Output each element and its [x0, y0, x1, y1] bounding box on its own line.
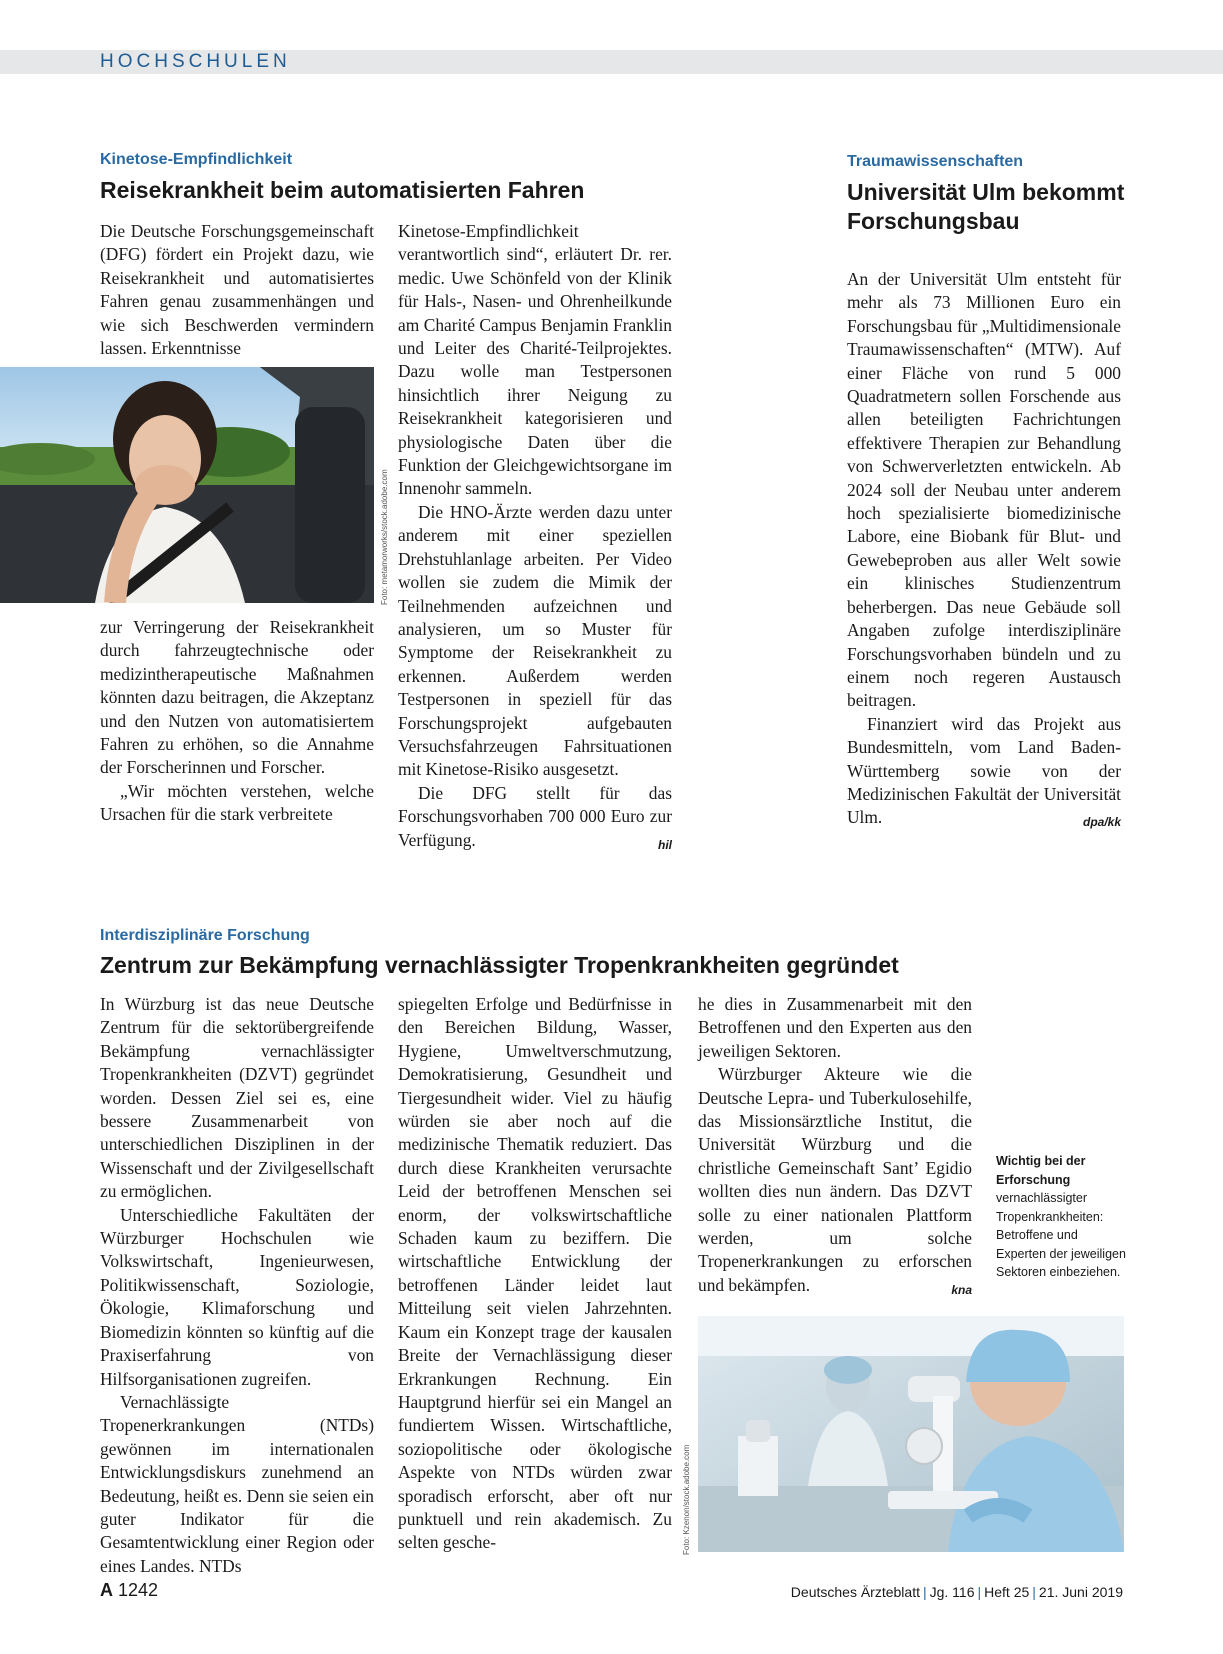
article3-signature: kna [951, 1282, 972, 1297]
lab-microscope-illustration [698, 1316, 1124, 1552]
article1-col2-paragraph: Die HNO-Ärzte werden dazu unter anderem mit einer speziellen Drehstuhlanlage arbeiten. Per Video wollen sie zudem die Mimik der Teilnehmenden aufzeichnen und analysieren, um so Muster für Symptome der Reisekrankheit zu erkennen. Außerdem werden Testpersonen in speziell für das Forschungsprojekt aufgebauten Versuchsfahrzeugen Fahrsituationen mit Kinetose-Risiko ausgesetzt. [398, 501, 672, 780]
journal-info [791, 1584, 1123, 1600]
article2-signature: dpa/kk [1082, 815, 1121, 830]
journal-name: Deutsches Ärzteblatt [790, 1584, 920, 1600]
article2-paragraph [847, 713, 1121, 830]
article2-last-text: Finanziert wird das Projekt aus Bundesmitteln, vom Land Baden-Württemberg sowie von der Medizinischen Fakultät der Universität Ulm. [847, 713, 1121, 828]
article1-col1-top-text: Die Deutsche Forschungsgemeinschaft (DFG) fördert ein Projekt dazu, wie Reisekrankheit und automatisiertes Fahren genau zusammenhängen und wie sich Beschwerden vermindern lassen. Erkenntnisse [100, 221, 374, 359]
car-passenger-illustration [0, 367, 374, 603]
article3-col2-paragraph: spiegelten Erfolge und Bedürfnisse in den Bereichen Bildung, Wasser, Hygiene, Umweltverschmutzung, Demokratisierung, Gesundheit und Tiergesundheit wider. Viel zu häufig würden sie aber noch auf die medizinische Thematik reduziert. Das durch diese Krankheiten verursachte Leid der betroffenen Menschen sei enorm, der volkswirtschaftliche Schaden kaum zu beziffern. Die wirtschaftliche Entwicklung der betroffenen Länder leidet laut Mitteilung seit vielen Jahrzehnten. Kaum ein Konzept trage der kausalen Breite der Vernachlässigung dieser Erkrankungen Rechnung. Ein Hauptgrund hierfür sei ein Mangel an fundiertem Wissen. Wirtschaftliche, soziopolitische oder ökologische Aspekte von NTDs würden zwar sporadisch erforscht, aber oft nur punktuell und rein akademisch. Zu selten gesche- [398, 994, 672, 1553]
section-title: HOCHSCHULEN [100, 51, 291, 72]
separator: | [977, 1584, 982, 1600]
article3-col1 [100, 993, 374, 1578]
journal-volume: Jg. 116 [929, 1584, 975, 1600]
article1-photo-credit: Foto: metamorworks/stock.adobe.com [380, 469, 389, 605]
article3-col3-last-text: Würzburger Akteure wie die Deutsche Lepra- und Tuberkulosehilfe, das Missionsärztliche Institut, die Universität Würzburg und die christliche Gemeinschaft Sant’ Egidio wollten dies nun ändern. Das DZVT solle zu einer nationalen Plattform werden, um solche Tropenerkrankungen zu erforschen und bekämpfen. [698, 1064, 972, 1295]
page-prefix: A [100, 1580, 113, 1600]
article2-kicker: Traumawissenschaften [847, 153, 1024, 170]
article3-col3-paragraph: he dies in Zusammenarbeit mit den Betroffenen und den Experten aus den jeweiligen Sektoren. [698, 994, 972, 1061]
article3-col1-paragraph: Vernachlässigte Tropenerkrankungen (NTDs) gewönnen im internationalen Entwicklungsdiskurs zunehmend an Bedeutung, heißt es. Denn sie seien ein guter Indikator für die Gesamtentwicklung einer Region oder eines Landes. NTDs [100, 1391, 374, 1576]
article3-col3-paragraph [698, 1063, 972, 1297]
page-number-value: 1242 [118, 1580, 159, 1600]
article3-kicker: Interdisziplinäre Forschung [100, 927, 310, 944]
caption-text: vernachlässigter Tropenkrankheiten: Betroffene und Experten der jeweiligen Sektoren einbeziehen. [996, 1191, 1126, 1279]
article1-col1-paragraph: „Wir möchten verstehen, welche Ursachen für die stark verbreitete [100, 780, 374, 825]
caption-bold-lead: Wichtig bei der Erforschung [996, 1154, 1086, 1187]
article1-col1-top [100, 220, 374, 360]
article3-photo [698, 1316, 1124, 1552]
article3-col2 [398, 993, 672, 1555]
article2-headline: Universität Ulm bekommt Forschungsbau [847, 179, 1125, 234]
article1-col1-paragraph: zur Verringerung der Reisekrankheit durch fahrzeugtechnische oder medizintherapeutische Maßnahmen könnten dazu beitragen, die Akzeptanz und den Nutzen von automatisiertem Fahren zu erhöhen, so die Annahme der Forscherinnen und Forscher. [100, 617, 374, 778]
article1-col2 [398, 220, 672, 857]
article2-paragraph: An der Universität Ulm entsteht für mehr als 73 Millionen Euro ein Forschungsbau für „Multidimensionale Traumawissenschaften“ (MTW). Auf einer Fläche von rund 5 000 Quadratmetern sollen Forschende aus allen beteiligten Fachrichtungen effektivere Therapien zur Behandlung von Schwerverletzten entwickeln. Ab 2024 soll der Neubau unter anderem hoch spezialisierte biomedizinische Labore, eine Biobank für Blut- und Gewebeproben aus aller Welt sowie ein klinisches Studienzentrum beherbergen. Das neue Gebäude soll Angaben zufolge interdisziplinäre Forschungsvorhaben bündeln und zu einem noch regeren Austausch beitragen. [847, 269, 1121, 711]
article1-headline: Reisekrankheit beim automatisierten Fahren [100, 177, 585, 203]
article3-col1-paragraph: In Würzburg ist das neue Deutsche Zentrum für die sektorübergreifende Bekämpfung vernachlässigter Tropenkrankheiten (DZVT) gegründet worden. Dessen Ziel sei es, eine bessere Zusammenarbeit von unterschiedlichen Disziplinen in der Wissenschaft und der Zivilgesellschaft zu ermöglichen. [100, 994, 374, 1202]
article1-kicker: Kinetose-Empfindlichkeit [100, 151, 293, 168]
article3-col3 [698, 993, 972, 1302]
article1-col2-paragraph: Kinetose-Empfindlichkeit verantwortlich sind“, erläutert Dr. rer. medic. Uwe Schönfeld von der Klinik für Hals-, Nasen- und Ohrenheilkunde am Charité Campus Benjamin Franklin und Leiter des Charité-Teilprojektes. Dazu wolle man Testpersonen hinsichtlich ihrer Neigung zu Reisekrankheit kategorisieren und physiologische Daten über die Funktion der Gleichgewichtsorgane im Innenohr sammeln. [398, 221, 672, 499]
article2-body [847, 268, 1121, 835]
article3-photo-credit: Foto: Kzenon/stock.adobe.com [682, 1444, 691, 1555]
page-number [100, 1580, 158, 1601]
article3-headline: Zentrum zur Bekämpfung vernachlässigter Tropenkrankheiten gegründet [100, 952, 899, 978]
separator: | [922, 1584, 927, 1600]
article1-col2-paragraph [398, 782, 672, 852]
journal-issue: Heft 25 [984, 1584, 1030, 1600]
article3-photo-caption [996, 1152, 1126, 1282]
article1-signature: hil [658, 837, 672, 852]
article1-col1-bottom [100, 616, 374, 827]
article1-photo [0, 367, 374, 603]
article3-col1-paragraph: Unterschiedliche Fakultäten der Würzburger Hochschulen wie Volkswirtschaft, Ingenieurwesen, Politikwissenschaft, Soziologie, Ökologie, Klimaforschung und Biomedizin könnten so künftig auf die Praxiserfahrung von Hilfsorganisationen zugreifen. [100, 1204, 374, 1389]
journal-date: 21. Juni 2019 [1038, 1584, 1123, 1600]
article1-col2-last-text: Die DFG stellt für das Forschungsvorhaben 700 000 Euro zur Verfügung. [398, 782, 672, 850]
separator: | [1032, 1584, 1036, 1600]
